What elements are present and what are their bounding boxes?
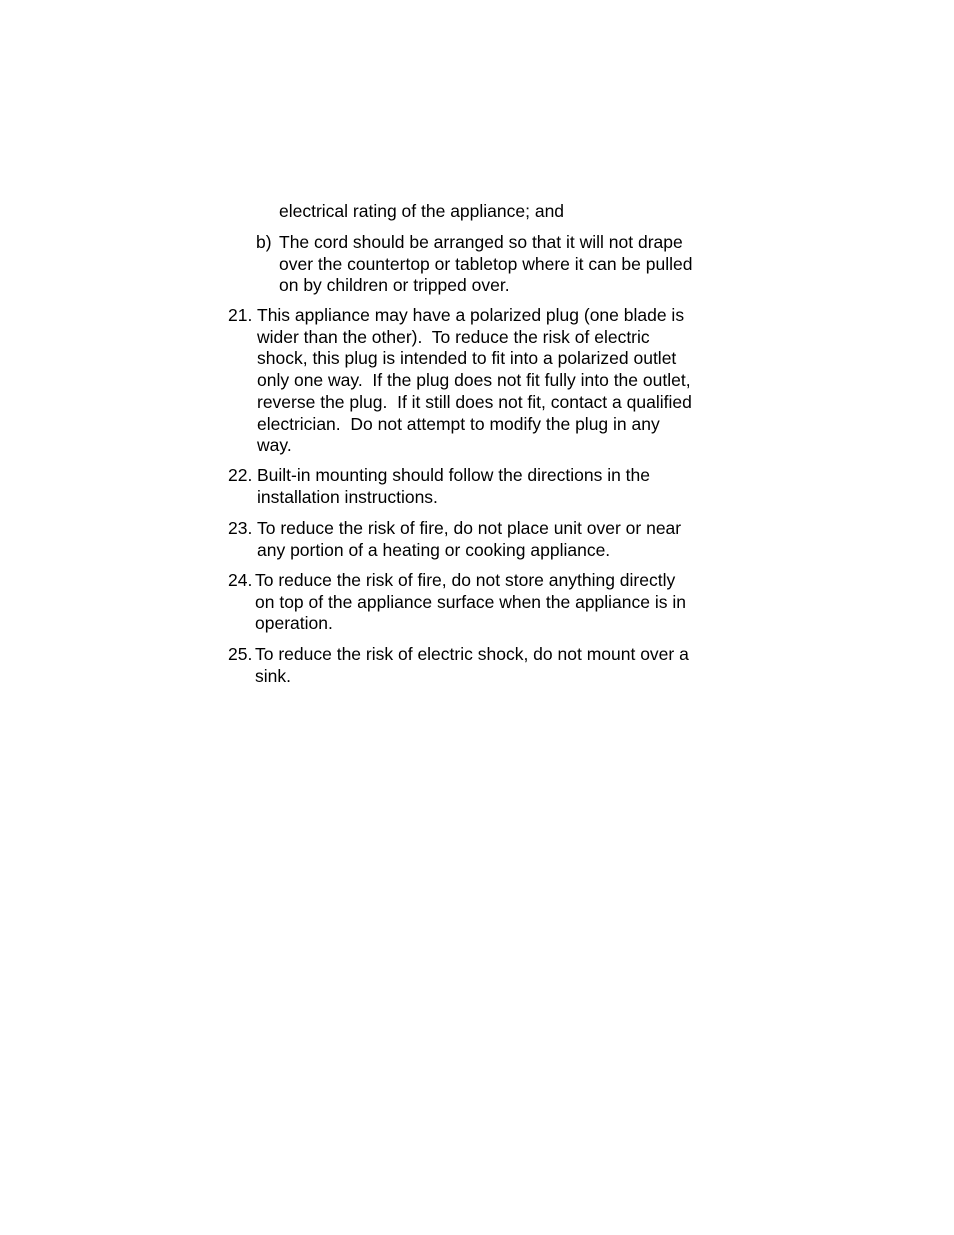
text-line: reverse the plug. If it still does not fit, contact a qualified bbox=[257, 391, 692, 412]
text-line: on by children or tripped over. bbox=[279, 275, 510, 296]
item-text bbox=[257, 465, 650, 508]
text-line: operation. bbox=[255, 613, 333, 634]
sub-item-marker: b) bbox=[256, 232, 272, 252]
item-number: 21. bbox=[228, 305, 253, 325]
text-line: electrical rating of the appliance; and bbox=[279, 201, 565, 221]
text-line: on top of the appliance surface when the appliance is in bbox=[255, 591, 686, 612]
text-line: Built-in mounting should follow the directions in the bbox=[257, 465, 650, 485]
continuation-paragraph bbox=[279, 201, 564, 223]
list-item-22 bbox=[228, 465, 650, 508]
text-line: only one way. If the plug does not fit fully into the outlet, bbox=[257, 370, 691, 391]
text-line: The cord should be arranged so that it will not drape bbox=[279, 232, 683, 252]
text-line: shock, this plug is intended to fit into a polarized outlet bbox=[257, 348, 677, 369]
text-line: To reduce the risk of fire, do not store anything directly bbox=[255, 570, 676, 590]
text-line: way. bbox=[257, 435, 292, 456]
list-item-25 bbox=[228, 644, 689, 687]
item-number: 22. bbox=[228, 465, 253, 485]
text-line: any portion of a heating or cooking appliance. bbox=[257, 539, 611, 560]
item-number: 24. bbox=[228, 570, 253, 590]
item-text bbox=[255, 570, 686, 635]
list-item-23 bbox=[228, 518, 681, 561]
item-number: 23. bbox=[228, 518, 253, 538]
item-number: 25. bbox=[228, 644, 253, 664]
text-line: electrician. Do not attempt to modify the plug in any bbox=[257, 413, 660, 434]
sub-item-text bbox=[279, 232, 692, 297]
item-text bbox=[257, 305, 692, 457]
text-line: To reduce the risk of fire, do not place unit over or near bbox=[257, 518, 682, 538]
list-item-21 bbox=[228, 305, 692, 457]
list-item-24 bbox=[228, 570, 686, 635]
text-line: wider than the other). To reduce the risk of electric bbox=[257, 326, 650, 347]
text-line: over the countertop or tabletop where it can be pulled bbox=[279, 253, 693, 274]
item-text bbox=[257, 518, 681, 561]
sub-item-b bbox=[256, 232, 692, 297]
text-line: sink. bbox=[255, 665, 291, 686]
text-line: To reduce the risk of electric shock, do not mount over a bbox=[255, 644, 689, 664]
text-line: installation instructions. bbox=[257, 486, 438, 507]
text-line: This appliance may have a polarized plug (one blade is bbox=[257, 305, 685, 325]
item-text bbox=[255, 644, 689, 687]
